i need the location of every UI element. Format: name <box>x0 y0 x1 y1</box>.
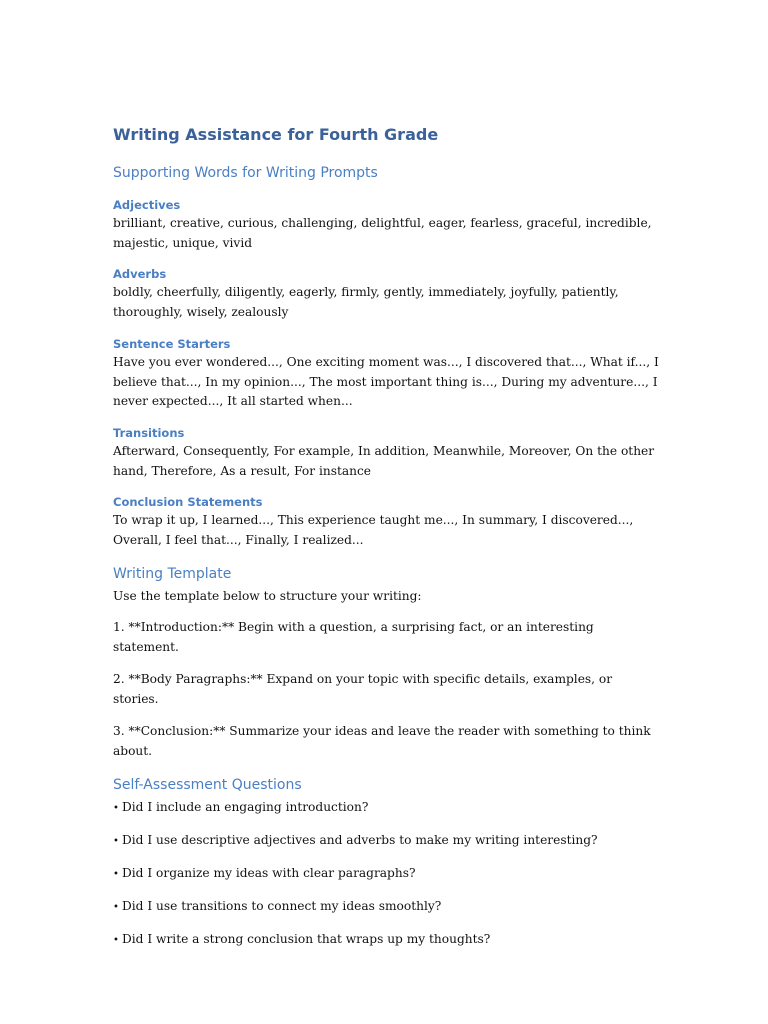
bullet-icon: • <box>113 835 119 847</box>
question-text: Did I use transitions to connect my ideas smoothly? <box>122 899 442 914</box>
question-text: Did I include an engaging introduction? <box>122 799 369 814</box>
list-item <box>113 798 661 819</box>
list-item <box>113 831 661 852</box>
bullet-icon: • <box>113 935 119 947</box>
bullet-icon: • <box>113 802 119 814</box>
question-text: Did I organize my ideas with clear paragraphs? <box>122 866 416 881</box>
bullet-icon: • <box>113 902 119 914</box>
section-text: boldly, cheerfully, diligently, eagerly, firmly, gently, immediately, joyfully, patiently, thoroughly, wisely, zealously <box>113 285 619 320</box>
section-label: Adjectives <box>113 198 181 212</box>
bullet-icon: • <box>113 869 119 881</box>
section-label: Transitions <box>113 425 185 440</box>
writing-template-heading: Writing Template <box>113 565 232 582</box>
list-item <box>113 864 661 885</box>
section-transitions <box>113 425 661 481</box>
section-adverbs <box>113 266 661 322</box>
section-adjectives <box>113 197 661 253</box>
document-subtitle: Supporting Words for Writing Prompts <box>113 165 378 181</box>
section-sentence-starters <box>113 336 661 412</box>
section-text: brilliant, creative, curious, challenging, delightful, eager, fearless, graceful, incredible, majestic, unique, vivid <box>113 216 652 250</box>
section-label: Sentence Starters <box>113 336 231 351</box>
list-item <box>113 930 661 951</box>
question-text: Did I write a strong conclusion that wraps up my thoughts? <box>122 932 491 947</box>
document-page <box>113 124 661 964</box>
self-assessment-heading: Self-Assessment Questions <box>113 776 302 793</box>
template-step: 1. **Introduction:** Begin with a question, a surprising fact, or an interesting statement. <box>113 620 594 655</box>
self-assessment-list <box>113 798 661 952</box>
document-title: Writing Assistance for Fourth Grade <box>113 125 439 144</box>
section-label: Adverbs <box>113 267 167 282</box>
section-text: Afterward, Consequently, For example, In addition, Meanwhile, Moreover, On the other hand, Therefore, As a result, For instance <box>113 443 655 478</box>
section-label: Conclusion Statements <box>113 495 263 510</box>
section-text: Have you ever wondered..., One exciting moment was..., I discovered that..., What if..., I believe that..., In my opinion..., The most important thing is..., During my adventure..., I never expected..., It all started when... <box>113 354 659 409</box>
writing-template-steps <box>113 618 661 761</box>
writing-template-intro: Use the template below to structure your writing: <box>113 588 422 603</box>
template-step: 3. **Conclusion:** Summarize your ideas and leave the reader with something to think about. <box>113 724 651 758</box>
list-item <box>113 897 661 918</box>
question-text: Did I use descriptive adjectives and adverbs to make my writing interesting? <box>122 832 598 847</box>
template-step: 2. **Body Paragraphs:** Expand on your topic with specific details, examples, or stories. <box>113 672 613 707</box>
section-text: To wrap it up, I learned..., This experience taught me..., In summary, I discovered..., Overall, I feel that..., Finally, I realized... <box>113 513 634 548</box>
section-conclusion-statements <box>113 494 661 550</box>
